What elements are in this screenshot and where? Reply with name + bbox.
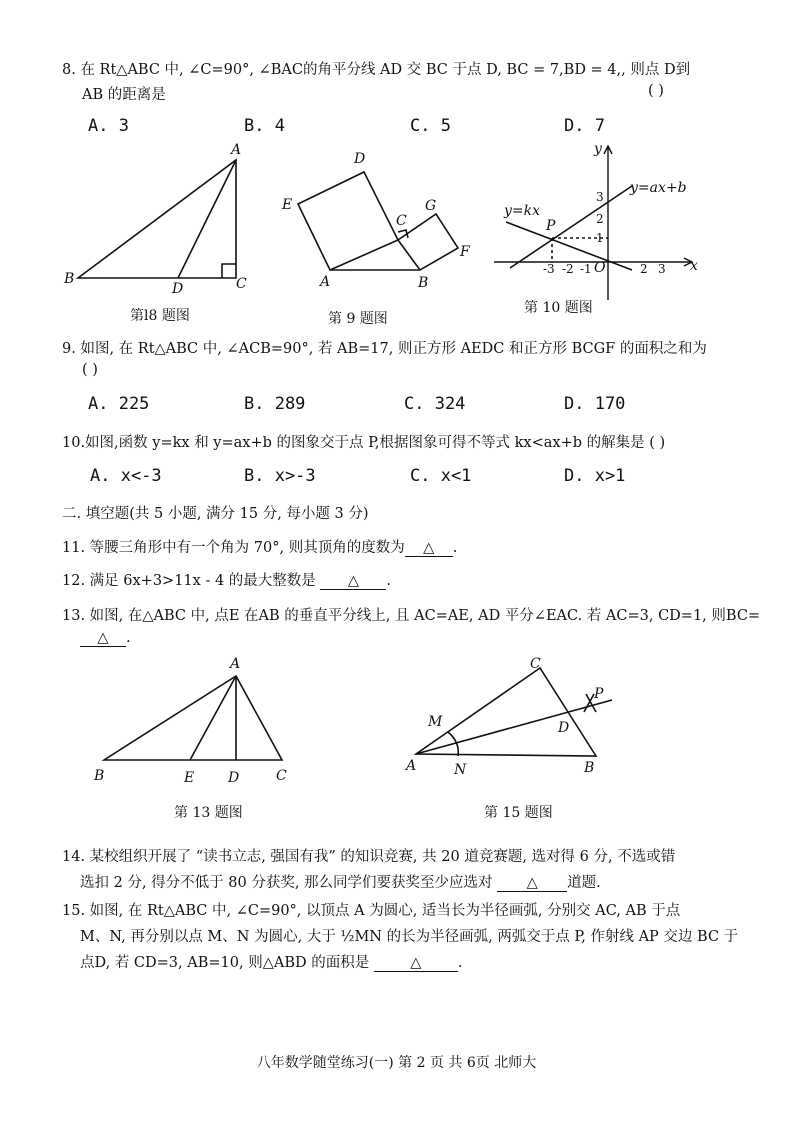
fig15-label-p: P bbox=[594, 686, 604, 702]
q15-blank[interactable]: △ bbox=[374, 955, 458, 972]
q15-end: . bbox=[457, 955, 463, 971]
fig10-label-p: P bbox=[546, 218, 556, 234]
q14-end: 道题. bbox=[567, 875, 601, 891]
q15-text: 点D, 若 CD=3, AB=10, 则△ABD 的面积是 bbox=[80, 955, 370, 971]
q8-line1: 8. 在 Rt△ABC 中, ∠C=90°, ∠BAC的角平分线 AD 交 BC 于点 D, BC = 7,BD = 4,, 则点 D到 bbox=[62, 62, 691, 78]
section-2-heading: 二. 填空题(共 5 小题, 满分 15 分, 每小题 3 分) bbox=[62, 506, 369, 522]
q9-option-a: A. 225 bbox=[88, 394, 150, 414]
q8-option-a: A. 3 bbox=[88, 116, 129, 136]
fig13-triangle bbox=[104, 676, 282, 760]
q8-paren: ( ) bbox=[648, 83, 664, 99]
q14-line2 bbox=[80, 871, 601, 892]
fig10-caption: 第 10 题图 bbox=[524, 300, 593, 316]
fig9-label-d: D bbox=[354, 151, 366, 167]
q15-line3 bbox=[80, 951, 462, 972]
fig15-label-m: M bbox=[428, 714, 443, 730]
q13-line1: 13. 如图, 在△ABC 中, 点E 在AB 的垂直平分线上, 且 AC=AE, AD 平分∠EAC. 若 AC=3, CD=1, 则BC= bbox=[62, 608, 761, 624]
fig8-triangle bbox=[78, 160, 236, 278]
fig8-label-b: B bbox=[64, 271, 75, 287]
q14-line1: 14. 某校组织开展了 “读书立志, 强国有我” 的知识竞赛, 共 20 道竞赛题, 选对得 6 分, 不选或错 bbox=[62, 849, 676, 865]
fig10-tick-y1: 1 bbox=[596, 231, 604, 245]
q9-option-b: B. 289 bbox=[244, 394, 306, 414]
fig10-tick-xm3: -3 bbox=[543, 262, 555, 276]
q12-text: 12. 满足 6x+3>11x - 4 的最大整数是 bbox=[62, 573, 316, 589]
q10-option-d: D. x>1 bbox=[564, 466, 626, 486]
q11 bbox=[62, 536, 457, 557]
q10-line1: 10.如图,函数 y=kx 和 y=ax+b 的图象交于点 P,根据图象可得不等式 kx<ax+b 的解集是 ( ) bbox=[62, 435, 666, 451]
fig13-label-b: B bbox=[94, 768, 105, 784]
fig15-triangle bbox=[416, 668, 612, 756]
fig13-label-a: A bbox=[230, 656, 241, 672]
fig9-caption: 第 9 题图 bbox=[328, 311, 388, 327]
q15-line1: 15. 如图, 在 Rt△ABC 中, ∠C=90°, 以顶点 A 为圆心, 适当长为半径画弧, 分别交 AC, AB 于点 bbox=[62, 903, 681, 919]
fig13-label-e: E bbox=[184, 770, 195, 786]
fig10-tick-x2: 2 bbox=[640, 262, 648, 276]
fig15-caption: 第 15 题图 bbox=[484, 805, 553, 821]
fig10-tick-xm2: -2 bbox=[562, 262, 574, 276]
fig9-label-b: B bbox=[418, 275, 429, 291]
q8-option-d: D. 7 bbox=[564, 116, 605, 136]
fig10-tick-y2: 2 bbox=[596, 212, 604, 226]
q11-end: . bbox=[452, 540, 458, 556]
q9-option-c: C. 324 bbox=[404, 394, 466, 414]
fig10-label-y: y bbox=[594, 141, 602, 157]
fig10-lines bbox=[506, 186, 632, 270]
fig8-caption: 第l8 题图 bbox=[130, 308, 190, 324]
fig15-label-d: D bbox=[558, 720, 570, 736]
q13-blank[interactable]: △ bbox=[80, 630, 126, 647]
fig8-label-d: D bbox=[172, 281, 184, 297]
q11-blank[interactable]: △ bbox=[405, 540, 453, 557]
fig10-label-line2: y=kx bbox=[504, 203, 541, 219]
fig9-label-a: A bbox=[320, 274, 331, 290]
fig9-label-g: G bbox=[425, 198, 437, 214]
fig13-label-d: D bbox=[228, 770, 240, 786]
fig15-label-a: A bbox=[406, 758, 417, 774]
fig9-label-c: C bbox=[396, 213, 407, 229]
q12-blank[interactable]: △ bbox=[320, 573, 386, 590]
q8-option-b: B. 4 bbox=[244, 116, 285, 136]
q10-option-a: A. x<-3 bbox=[90, 466, 162, 486]
q8-option-c: C. 5 bbox=[410, 116, 451, 136]
fig10-label-line1: y=ax+b bbox=[630, 180, 687, 196]
fig15-label-b: B bbox=[584, 760, 595, 776]
fig10-tick-xm1: -1 bbox=[580, 262, 592, 276]
fig8-label-a: A bbox=[231, 142, 242, 158]
fig10-tick-x3: 3 bbox=[658, 262, 666, 276]
fig9-squares bbox=[298, 172, 458, 270]
q10-option-b: B. x>-3 bbox=[244, 466, 316, 486]
fig15-label-n: N bbox=[454, 762, 467, 778]
fig15-label-c: C bbox=[530, 656, 541, 672]
fig9-label-f: F bbox=[460, 244, 470, 260]
q13-end: . bbox=[126, 630, 131, 646]
q8-line2: AB 的距离是 bbox=[82, 87, 166, 103]
fig13-caption: 第 13 题图 bbox=[174, 805, 243, 821]
fig8-label-c: C bbox=[236, 276, 247, 292]
page-footer: 八年数学随堂练习(一) 第 2 页 共 6页 北师大 bbox=[256, 1055, 537, 1071]
fig10-tick-y3: 3 bbox=[596, 190, 604, 204]
fig10-label-x: x bbox=[690, 258, 698, 274]
q10-option-c: C. x<1 bbox=[410, 466, 472, 486]
fig10-label-o: O bbox=[594, 260, 606, 276]
fig13-label-c: C bbox=[276, 768, 287, 784]
q9-option-d: D. 170 bbox=[564, 394, 626, 414]
q13-line2 bbox=[80, 630, 131, 647]
q14-text: 选扣 2 分, 得分不低于 80 分获奖, 那么同学们要获奖至少应选对 bbox=[80, 875, 493, 891]
q9-line1: 9. 如图, 在 Rt△ABC 中, ∠ACB=90°, 若 AB=17, 则正方形 AEDC 和正方形 BCGF 的面积之和为 bbox=[62, 341, 707, 357]
fig9-label-e: E bbox=[282, 197, 293, 213]
q9-line2: ( ) bbox=[82, 362, 98, 378]
q12-end: . bbox=[386, 573, 392, 589]
q12 bbox=[62, 569, 391, 590]
q15-line2: M、N, 再分别以点 M、N 为圆心, 大于 ½MN 的长为半径画弧, 两弧交于点 P, 作射线 AP 交边 BC 于 bbox=[80, 929, 739, 945]
q14-blank[interactable]: △ bbox=[497, 875, 567, 892]
q11-text: 11. 等腰三角形中有一个角为 70°, 则其顶角的度数为 bbox=[62, 540, 405, 556]
fig10-axes bbox=[494, 146, 692, 300]
